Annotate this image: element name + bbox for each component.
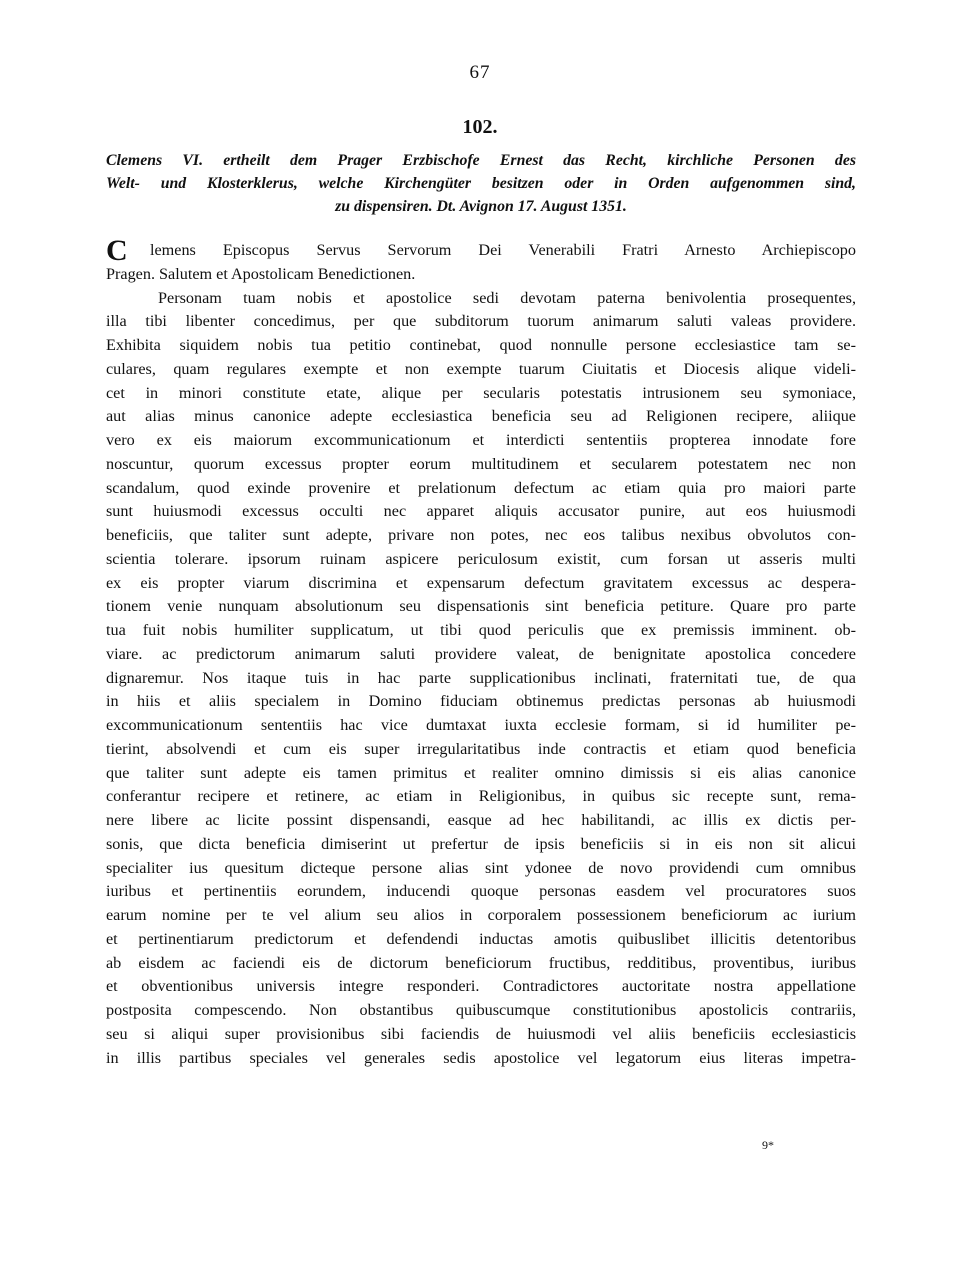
body-line: dignaremur. Nos itaque tuis in hac parte supplicationibus inclinati, fraternitati tue, de qua: [106, 668, 856, 687]
body-line: earum nomine per te vel alium seu alios in corporalem possessionem beneficiorum ac iurium: [106, 906, 856, 924]
document-summary: [106, 149, 856, 218]
body-line: seu si aliqui super provisionibus sibi faciendis de huiusmodi vel aliis beneficiis ecclesiasticis: [106, 1024, 856, 1043]
body-line: aut alias minus canonice adepte ecclesiastica beneficia seu ad Religionen recipere, aliique: [106, 407, 856, 426]
body-line: illa tibi libenter concedimus, per que subditorum tuorum animarum saluti valeas providere.: [106, 312, 856, 331]
body-line: beneficiis, que taliter sunt adepte, privare non potes, nec eos talibus nexibus obvolutos con-: [106, 526, 856, 544]
body-line: Pragen. Salutem et Apostolicam Benedictionen.: [106, 264, 416, 283]
document-body: [106, 234, 856, 1070]
first-line-text: lemens Episcopus Servus Servorum Dei Venerabili Fratri Arnesto Archiepiscopo: [150, 241, 856, 259]
body-line: sunt huiusmodi excessus occulti nec apparet aliquis accusator punire, aut eos huiusmodi: [106, 502, 856, 521]
body-line: viare. ac predictorum animarum saluti providere valeat, de benignitate apostolica concedere: [106, 644, 856, 663]
body-line: excommunicationum sententiis hac vice dumtaxat iuxta ecclesie formam, si id humiliter pe-: [106, 716, 856, 734]
body-line: tionem venie nunquam absolutionum seu dispensationis sint beneficia petiture. Quare pro parte: [106, 597, 856, 616]
body-line: sonis, que dicta beneficia dimiserint ut prefertur de ipsis beneficiis si in eis non sit alicui: [106, 834, 856, 853]
body-line: Exhibita siquidem nobis tua petitio continebat, quod nonnulle persone ecclesiastice tam se-: [106, 336, 856, 354]
body-line: nere libere ac licite possint dispensandi, easque ad hec habilitandi, ac illis ex dictis per-: [106, 811, 856, 829]
body-line: ex eis propter viarum discrimina et expensarum defectum gravitatem excessus ac despera-: [106, 573, 856, 592]
body-line: et obventionibus universis integre responderi. Contradictores auctoritate nostra appellatione: [106, 977, 856, 996]
body-line: tierint, absolvendi et cum eis super irregularitatibus inde contractis et etiam quod beneficia: [106, 739, 856, 758]
body-line: cet in minori constitute etate, alique per secularis potestatis intrusionem seu symoniace,: [106, 383, 856, 402]
body-line: Personam tuam nobis et apostolice sedi devotam paterna benivolentia prosequentes,: [158, 288, 856, 307]
body-line: scientia tolerare. ipsorum ruinam aspicere periculosum existit, cum forsan ut asseris multi: [106, 549, 856, 568]
body-line: et pertinentiarum predictorum et defendendi inductas amotis quibuslibet illicitis detentoribus: [106, 929, 856, 948]
body-line: iuribus et pertinentiis eorundem, inducendi quoque personas easdem vel procuratores suos: [106, 882, 856, 901]
body-line: specialiter ius quesitum dicteque persone alias sint ydonee de novo providendi cum omnibus: [106, 858, 856, 877]
document-number: 102.: [462, 116, 498, 138]
body-line: vero ex eis maiorum excommunicationum et interdicti sententiis propterea innodate fore: [106, 431, 856, 449]
body-line-first: [106, 234, 856, 267]
summary-line: Clemens VI. ertheilt dem Prager Erzbischofe Ernest das Recht, kirchliche Personen des: [106, 152, 856, 169]
body-line: in hiis et aliis specialem in Domino fiduciam obtinemus predictas personas ab huiusmodi: [106, 692, 856, 711]
initial-letter: C: [106, 234, 128, 267]
body-line: scandalum, quod exinde provenire et prelationum defectum ac etiam quia pro maiori parte: [106, 478, 856, 497]
body-line: tua fuit nobis humiliter supplicatum, ut tibi quod periculis que ex premissis imminent. ob-: [106, 621, 856, 639]
body-line: noscuntur, quorum excessus propter eorum multitudinem et secularem potestatem nec non: [106, 454, 856, 473]
body-line: in illis partibus speciales vel generales sedis apostolice vel legatorum eius literas impetra-: [106, 1048, 856, 1067]
body-line: postposita compescendo. Non obstantibus quibuscumque constitutionibus apostolicis contrariis,: [106, 1001, 856, 1019]
body-line: culares, quam regulares exempte et non exempte tuarum Ciuitatis et Diocesis alique videli-: [106, 359, 856, 378]
summary-line: zu dispensiren. Dt. Avignon 17. August 1351.: [335, 198, 627, 215]
body-line: que taliter sunt adepte eis tamen primitus et realiter omnino dimissis si eis alias canonice: [106, 763, 856, 782]
body-line: conferantur recipere et retinere, ac etiam in Religionibus, in quibus sic recepte sunt, rema-: [106, 787, 856, 806]
page-number: 67: [469, 62, 491, 83]
body-line: ab eisdem ac faciendi eis de dictorum beneficiorum fructibus, redditibus, proventibus, iuribus: [106, 953, 856, 972]
signature-mark: 9*: [762, 1138, 774, 1152]
summary-line: Welt- und Klosterklerus, welche Kirchengüter besitzen oder in Orden aufgenommen sind,: [106, 175, 856, 192]
